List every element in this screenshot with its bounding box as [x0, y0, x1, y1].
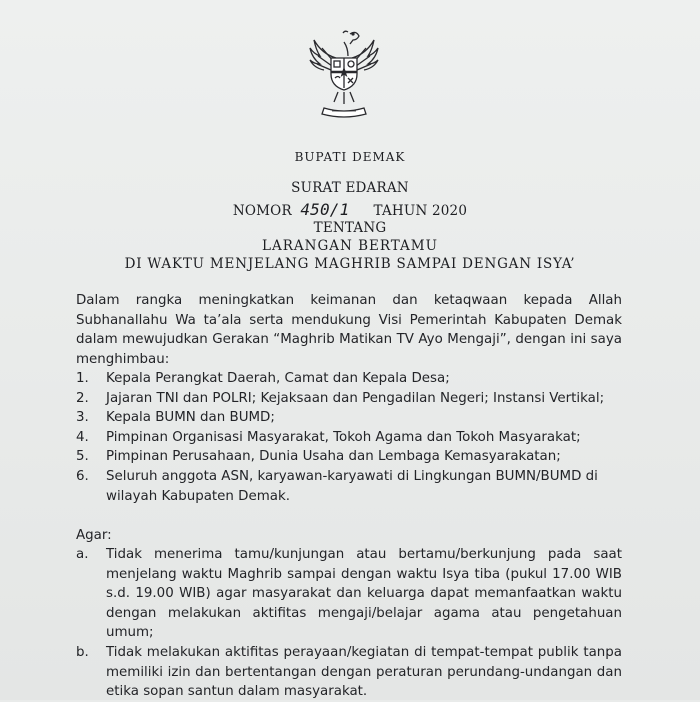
list-item-number: 6.	[76, 468, 89, 484]
list-item-text: Tidak menerima tamu/kunjungan atau bertamu/berkunjung pada saat menjelang waktu Maghrib sampai dengan waktu Isya tiba (pukul 17.00 WIB s.d. 19.00 WIB) agar masyarakat dan keluarga dapat memanfaatkan waktu dengan melakukan aktifitas mengaji/belajar agama atau pengetahuan umum;	[106, 547, 622, 641]
list-item	[76, 643, 622, 702]
list-item	[76, 428, 622, 448]
list-item	[76, 467, 622, 506]
list-item-text: Kepala Perangkat Daerah, Camat dan Kepala Desa;	[106, 371, 450, 386]
document-type: SURAT EDARAN	[291, 180, 409, 196]
list-item-number: 4.	[76, 429, 89, 445]
list-item	[76, 389, 622, 409]
list-item-number: 5.	[76, 449, 89, 465]
intro-paragraph: Dalam rangka meningkatkan keimanan dan ketaqwaan kepada Allah Subhanallahu Wa ta’ala serta mendukung Visi Pemerintah Kabupaten Demak dalam mewujudkan Gerakan “Maghrib Matikan TV Ayo Mengaji”, dengan ini saya menghimbau:	[76, 293, 622, 367]
list-item-text: Pimpinan Organisasi Masyarakat, Tokoh Agama dan Tokoh Masyarakat;	[106, 429, 581, 445]
list-item-number: 1.	[76, 371, 89, 386]
list-item-text: Tidak melakukan aktifitas perayaan/kegiatan di tempat-tempat publik tanpa memiliki izin dan bertentangan dengan peraturan perundang-undangan dan etika sopan santun dalam masyarakat.	[106, 644, 622, 700]
issuer-title: BUPATI DEMAK	[294, 150, 406, 164]
list-item-text: Kepala BUMN dan BUMD;	[106, 410, 275, 426]
list-item-letter: a.	[76, 547, 89, 562]
list-item	[76, 447, 622, 467]
document-number	[0, 200, 700, 219]
nomor-value: 450/1	[300, 200, 350, 219]
agar-label: Agar:	[76, 528, 112, 543]
list-item	[76, 369, 622, 389]
garuda-emblem-icon	[300, 28, 386, 124]
tahun-label: TAHUN 2020	[373, 203, 468, 219]
list-item-number: 2.	[76, 390, 89, 406]
list-item-text: Pimpinan Perusahaan, Dunia Usaha dan Lembaga Kemasyarakatan;	[106, 449, 561, 465]
list-item	[76, 545, 622, 643]
tentang-label: TENTANG	[313, 220, 387, 236]
nomor-label: NOMOR	[232, 203, 292, 219]
list-item-letter: b.	[76, 644, 89, 660]
subject-line-2: DI WAKTU MENJELANG MAGHRIB SAMPAI DENGAN ISYA’	[124, 256, 576, 272]
list-item-text: Jajaran TNI dan POLRI; Kejaksaan dan Pengadilan Negeri; Instansi Vertikal;	[106, 390, 605, 406]
agar-list	[76, 545, 622, 702]
list-item	[76, 408, 622, 428]
recipient-list	[76, 369, 622, 506]
subject-line-1: LARANGAN BERTAMU	[262, 238, 438, 254]
list-item-number: 3.	[76, 410, 89, 426]
list-item-text: Seluruh anggota ASN, karyawan-karyawati di Lingkungan BUMN/BUMD di wilayah Kabupaten Demak.	[106, 468, 598, 504]
